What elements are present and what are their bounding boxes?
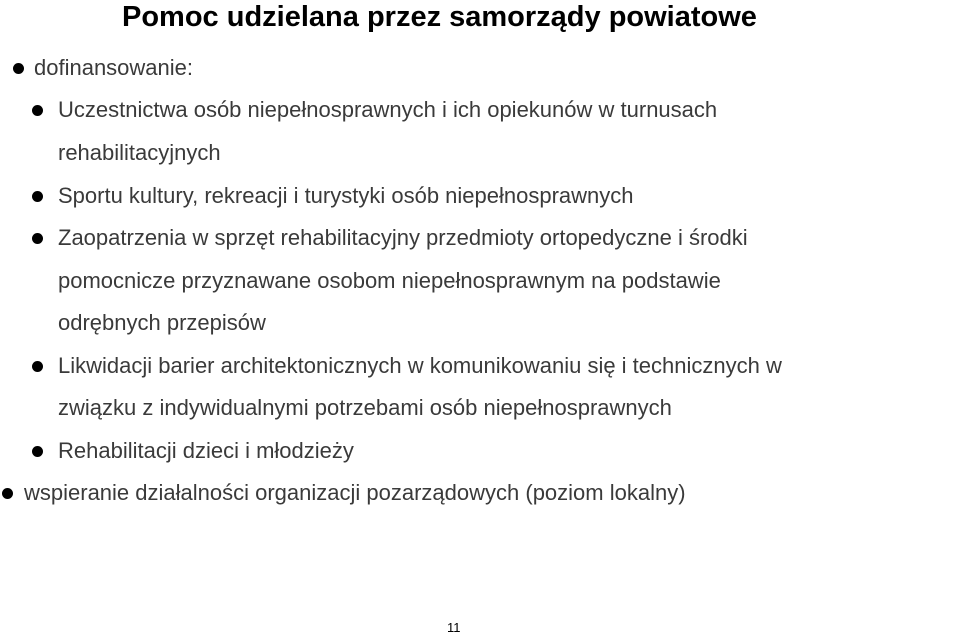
bullet-icon	[32, 446, 43, 457]
bullet-icon	[13, 63, 24, 74]
sub-item-sprzet-line-3: odrębnych przepisów	[58, 310, 266, 335]
bullet-icon	[32, 361, 43, 372]
sub-item-bariery-line-1: Likwidacji barier architektonicznych w komunikowaniu się i technicznych w	[58, 353, 782, 378]
list-item-dofinansowanie: dofinansowanie:	[34, 55, 194, 80]
sub-item-sprzet-line-2: pomocnicze przyznawane osobom niepełnosprawnym na podstawie	[58, 268, 721, 293]
bullet-icon	[32, 191, 43, 202]
sub-item-turnusy-line-2: rehabilitacyjnych	[58, 140, 221, 165]
list-item-wspieranie: wspieranie działalności organizacji pozarządowych (poziom lokalny)	[24, 480, 686, 505]
sub-item-sprzet-line-1: Zaopatrzenia w sprzęt rehabilitacyjny przedmioty ortopedyczne i środki	[58, 225, 748, 250]
bullet-icon	[32, 105, 43, 116]
bullet-icon	[2, 488, 13, 499]
sub-item-sport: Sportu kultury, rekreacji i turystyki osób niepełnosprawnych	[58, 183, 634, 208]
sub-item-bariery-line-2: związku z indywidualnymi potrzebami osób niepełnosprawnych	[58, 395, 672, 420]
sub-item-dzieci: Rehabilitacji dzieci i młodzieży	[58, 438, 354, 463]
slide-title: Pomoc udzielana przez samorządy powiatowe	[122, 1, 757, 33]
page-number: 11	[447, 620, 461, 635]
sub-item-turnusy-line-1: Uczestnictwa osób niepełnosprawnych i ich opiekunów w turnusach	[58, 97, 718, 122]
bullet-icon	[32, 233, 43, 244]
